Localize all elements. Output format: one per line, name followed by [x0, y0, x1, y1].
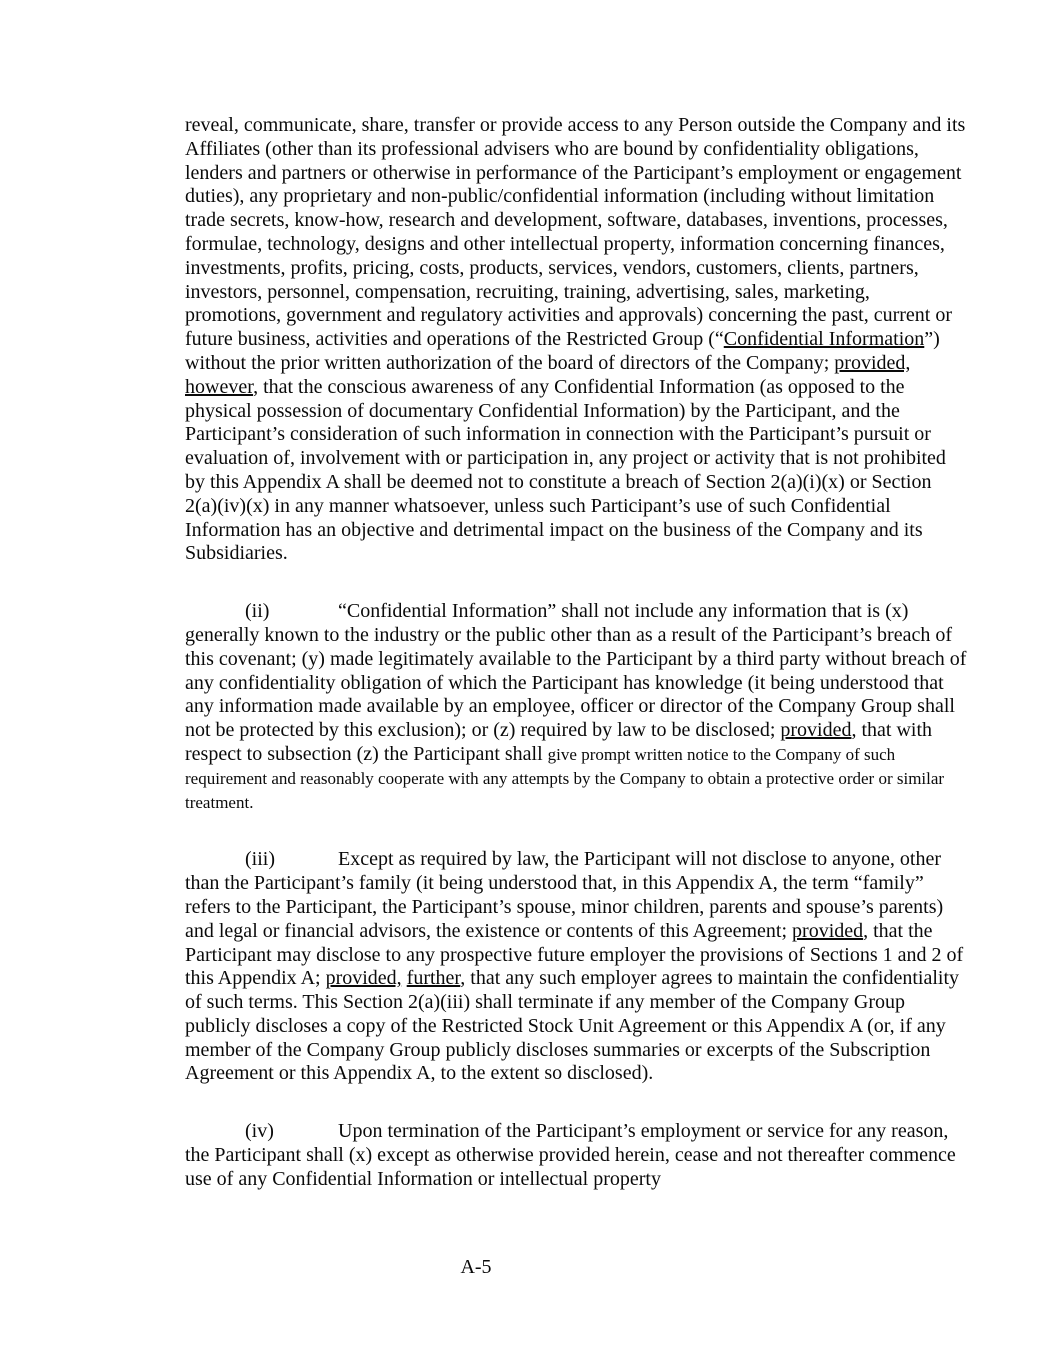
paragraph-number: (iii) — [245, 848, 275, 871]
text-run: , that with respect to subsection (z) the Participant shall — [185, 719, 933, 765]
underlined-text: however — [185, 375, 254, 398]
text-run: “Confidential Information” shall not include any information that is (x) generally known to the industry or the public other than as a result of the Participant’s breach of this covenant; (y) made legitimately available to the Participant by a third party without breach of any confidentiality obligation of which the Participant has knowledge (it being understood that any information made available by an employee, officer or director of the Company Group shall not be protected by this exclusion); or (z) required by law to be disclosed; — [185, 600, 967, 742]
text-run: Upon termination of the Participant’s employment or service for any reason, the Participant shall (x) except as otherwise provided herein, cease and not thereafter commence use of any Confidential Information or intellectual property — [185, 1120, 956, 1190]
paragraph — [185, 114, 967, 566]
text-run: , that the Participant may disclose to any prospective future employer the provisions of Sections 1 and 2 of this Appendix A; — [185, 919, 964, 990]
underlined-text: provided — [780, 719, 852, 742]
paragraph-number: (ii) — [245, 600, 270, 623]
text-run: give prompt written notice to the Company of such requirement and reasonably cooperate with any attempts by the Company to obtain a protective order or similar treatment. — [185, 744, 945, 812]
paragraph — [185, 1120, 967, 1191]
text-run: Except as required by law, the Participant will not disclose to anyone, other than the Participant’s family (it being understood that, in this Appendix A, the term “family” refers to the Participant, the Participant’s spouse, minor children, parents and spouse’s parents) and legal or financial advisors, the existence or contents of this Agreement; — [185, 848, 944, 942]
underlined-text: provided, — [834, 351, 911, 374]
paragraph — [185, 600, 967, 814]
text-body — [185, 114, 967, 1192]
text-run: reveal, communicate, share, transfer or provide access to any Person outside the Company and its Affiliates (other than its professional advisers who are bound by confidentiality obligations, lenders and partners or otherwise in performance of the Participant’s employment or engagement duties), any proprietary and non-public/confidential information (including without limitation trade secrets, know-how, research and development, software, databases, inventions, processes, formulae, technology, designs and other intellectual property, information concerning finances, investments, profits, pricing, costs, products, services, vendors, customers, clients, partners, investors, personnel, compensation, recruiting, training, advertising, sales, marketing, promotions, government and regulatory activities and approvals) concerning the past, current or future business, activities and operations of the Restricted Group (“ — [185, 114, 966, 351]
text-run: ”) without the prior written authorization of the board of directors of the Company; — [185, 328, 940, 374]
underlined-text: provided — [792, 919, 864, 942]
page-number: A-5 — [460, 1256, 492, 1278]
text-run: , that any such employer agrees to maintain the confidentiality of such terms. This Section 2(a)(iii) shall terminate if any member of the Company Group publicly discloses a copy of the Restricted Stock Unit Agreement or this Appendix A (or, if any member of the Company Group publicly discloses summaries or excerpts of the Subscription Agreement or this Appendix A, to the extent so disclosed). — [185, 967, 960, 1085]
paragraph-number: (iv) — [245, 1120, 274, 1143]
underlined-text: further — [406, 967, 461, 990]
underlined-text: provided, — [325, 967, 402, 990]
paragraph — [185, 848, 967, 1086]
underlined-text: Confidential Information — [723, 328, 925, 351]
text-run: , that the conscious awareness of any Confidential Information (as opposed to the physical possession of documentary Confidential Information) by the Participant, and the Participant’s consideration of such information in connection with the Participant’s pursuit or evaluation of, involvement with or participation in, any project or activity that is not prohibited by this Appendix A shall be deemed not to constitute a breach of Section 2(a)(i)(x) or Section 2(a)(iv)(x) in any manner whatsoever, unless such Participant’s use of such Confidential Information has an objective and detrimental impact on the business of the Company and its Subsidiaries. — [185, 375, 946, 565]
